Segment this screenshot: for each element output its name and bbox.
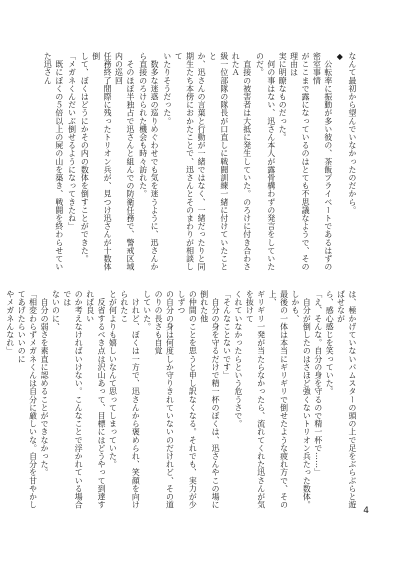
text-column: いたりそうだった。: [162, 52, 172, 125]
text-column: くれていなかったらという危うさで。: [233, 290, 243, 428]
text-column: ら直接のろけられた機会も時々訪れた。: [138, 52, 148, 198]
text-column: 「メガネくんだいぶ倒せるようになってきたね」: [67, 52, 77, 231]
text-column: 既にぼくの５倍以上の屍の山を築き、戦闘を終わらせていた迅さん: [43, 52, 64, 271]
text-column: 自分の弱さを素直に認めることができなかった。: [40, 290, 50, 477]
text-column: の自分の身は何度しか守りきれていないのだけれど、その道のりの長さも自覚: [154, 290, 175, 509]
text-column: 最後の一体は本当にギリギリで倒せたような疲れ方で、その上、: [268, 290, 289, 509]
text-column: 「相変わらずメガネくんは自分に厳しいな。自分を甘やかしてあげたらいいのに: [17, 290, 38, 509]
upper-text-block: [42, 52, 358, 274]
page-number: 4: [363, 506, 369, 516]
text-column: ギリギリ一発が当たらなかったら、流れてくれた迅さんが気を抜けて: [245, 290, 266, 509]
lower-text-block: [5, 290, 358, 512]
text-column: なんて最初から望んでいなかったのだから。: [348, 52, 357, 214]
text-column: していた。: [142, 290, 152, 331]
text-column: とが何よりも嬉しいなんて思ってしまっていた。: [108, 290, 118, 469]
text-column: ないのに、: [51, 290, 61, 331]
text-column: 級一位部隊の隊長が口直しに戦闘訓練一緒に付けていたことと: [208, 52, 229, 271]
text-column: 「そんなことないです」: [222, 290, 232, 380]
text-column: 自分の身を守るだけで精一杯のぼくは、迅さんやこの場に倒れた他: [199, 290, 221, 509]
text-column: して、ぼくはどうにかその内の数体を倒すことができた。: [80, 52, 90, 263]
text-column: がここまで露になっているのはとても不思議なようで、その理由は: [289, 52, 311, 271]
text-column: 公転率に振動が多い彼の、茶飯プライベートであるはずの密室事情: [312, 52, 333, 271]
text-column: か、迅さんの言葉と行動が一緒ではなく、一緒だったりと同: [197, 52, 207, 271]
text-column: やメガネんなれ」: [5, 290, 15, 355]
text-column: 数多な迷惑の巡りめぐわせでも気を迷うように、迅さんか: [150, 52, 160, 271]
text-column: のか考えなければいけない。こんなことで浮かれている場合では: [62, 290, 84, 509]
text-column: 任務終了間際に残ったトリオン兵が、見つけ迅さんが十数体倒: [91, 52, 113, 271]
text-column: は、極かげていないパムスターの頭の上で足をぶらぶらと遊ばせなが: [336, 290, 357, 509]
text-column: 直接の被害者は大抵に発生していた。のろけに付き合わされたＡ: [231, 52, 252, 271]
text-column: 期生たち本傍におかたことで、迅さんとそのまわりが相談して: [174, 52, 195, 271]
text-column: 自分が倒したのはさほど強くないトリオン兵たった数体。しかも、: [290, 290, 312, 509]
text-column: ら、感心感じを笑っていた。: [325, 290, 335, 396]
text-column: けれど、ぼくは一方で、迅さんから褒められ、笑顔を向けられたこ: [119, 290, 141, 509]
text-column: の仲間のことを思うと申し訳なくなる。それでも、実力が少しずつ: [176, 290, 198, 509]
text-column: 反省するべき点は沢山あって、目標にはどうやって到達すれば良い: [85, 290, 107, 509]
text-column: 実に明瞭なものだった。: [278, 52, 288, 142]
text-column: そのほぼ半独占で迅さんと組んでの防衛任務で、警戒区域内の巡回: [114, 52, 135, 271]
text-column: 「え、そんな。自分の身を守るので精一杯で……」: [313, 290, 323, 477]
text-column: ◆: [335, 52, 345, 62]
text-column: 何の事はない、迅さん本人が露骨構わずの発言をしていたのだ。: [255, 52, 276, 271]
